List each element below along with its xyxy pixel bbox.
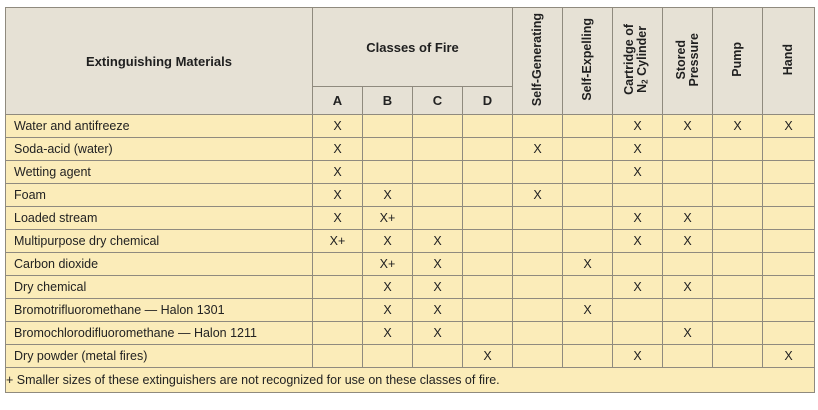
table-cell: X [513,138,563,161]
table-cell [563,322,613,345]
table-cell [513,276,563,299]
table-cell [413,161,463,184]
table-cell [463,230,513,253]
table-cell: X [313,184,363,207]
table-cell [463,299,513,322]
self-expelling-label: Self-Expelling [580,18,594,101]
table-cell [763,276,815,299]
hand-header [763,8,815,115]
table-cell [613,253,663,276]
table-row [6,138,815,161]
row-material-name: Soda-acid (water) [6,138,313,161]
table-cell: X [363,184,413,207]
table-cell: X+ [363,207,413,230]
class-c-header: C [413,87,463,115]
table-row [6,115,815,138]
stored-line1: Stored [673,39,688,80]
table-cell [613,299,663,322]
table-cell [713,299,763,322]
table-cell [413,184,463,207]
table-cell [413,138,463,161]
table-cell [363,345,413,368]
table-cell [763,161,815,184]
table-row [6,345,815,368]
self-generating-header [513,8,563,115]
table-cell: X [563,299,613,322]
class-b-header: B [363,87,413,115]
cartridge-header [613,8,663,115]
table-row [6,276,815,299]
table-cell [413,207,463,230]
table-row [6,230,815,253]
table-cell [763,207,815,230]
table-cell [663,253,713,276]
table-cell [763,253,815,276]
table-cell [563,115,613,138]
class-d-header: D [463,87,513,115]
cartridge-cylinder: Cylinder [635,26,650,80]
cartridge-line1: Cartridge of [622,24,637,95]
table-cell: X [613,207,663,230]
row-material-name: Bromotrifluoromethane — Halon 1301 [6,299,313,322]
row-material-name: Loaded stream [6,207,313,230]
table-cell: X [313,207,363,230]
row-material-name: Dry chemical [6,276,313,299]
table-cell [513,253,563,276]
table-cell [713,253,763,276]
stored-pressure-label [675,33,701,87]
classes-header: Classes of Fire [313,8,513,87]
table-cell [513,230,563,253]
table-cell [463,253,513,276]
table-cell [463,138,513,161]
row-material-name: Wetting agent [6,161,313,184]
hand-label: Hand [781,43,795,76]
table-cell [463,184,513,207]
table-cell: X [663,322,713,345]
table-cell [513,322,563,345]
cartridge-subscript: 2 [640,79,650,84]
table-cell: X [613,161,663,184]
cartridge-label [623,24,652,95]
table-cell [563,230,613,253]
table-cell [463,322,513,345]
table-cell [313,322,363,345]
table-cell: X [663,115,713,138]
table-cell [513,161,563,184]
table-cell: X [363,276,413,299]
table-cell [463,276,513,299]
table-cell: X [413,253,463,276]
table-cell [663,299,713,322]
materials-header: Extinguishing Materials [6,8,313,115]
table-cell [613,322,663,345]
table-cell [463,115,513,138]
table-cell: X [313,138,363,161]
table-cell: X [613,345,663,368]
table-cell [313,345,363,368]
table-cell [763,322,815,345]
table-cell: X [363,230,413,253]
row-material-name: Carbon dioxide [6,253,313,276]
pump-label: Pump [730,42,744,77]
table-cell [563,161,613,184]
table-cell [413,115,463,138]
stored-line2: Pressure [686,32,701,87]
table-cell [763,184,815,207]
table-cell [663,184,713,207]
table-cell [463,161,513,184]
row-material-name: Foam [6,184,313,207]
self-expelling-header [563,8,613,115]
table-row [6,161,815,184]
row-material-name: Water and antifreeze [6,115,313,138]
table-cell: X [613,276,663,299]
extinguisher-table [5,7,815,393]
table-cell [563,276,613,299]
table-cell: X [363,299,413,322]
table-cell [513,299,563,322]
table-cell: X [313,115,363,138]
table-row [6,253,815,276]
table-cell [713,345,763,368]
extinguisher-table-container [5,7,814,405]
table-cell: X [313,161,363,184]
table-cell [513,345,563,368]
table-cell [763,230,815,253]
table-cell [563,184,613,207]
table-cell [313,253,363,276]
table-cell: X [413,276,463,299]
table-body [6,115,815,368]
table-cell: X [663,207,713,230]
table-cell [563,207,613,230]
table-cell [663,161,713,184]
table-cell: X [413,299,463,322]
table-cell: X [613,230,663,253]
table-cell: X [413,322,463,345]
table-cell: X+ [313,230,363,253]
row-material-name: Dry powder (metal fires) [6,345,313,368]
table-cell [613,184,663,207]
table-cell [513,115,563,138]
table-row [6,207,815,230]
table-cell [363,138,413,161]
table-cell [663,138,713,161]
table-cell [713,184,763,207]
table-cell: X [513,184,563,207]
table-cell [513,207,563,230]
footnote: + Smaller sizes of these extinguishers are not recognized for use on these classes of fire. [6,368,815,393]
table-cell: X [663,230,713,253]
table-cell [713,230,763,253]
table-cell: X [463,345,513,368]
table-cell: X [763,115,815,138]
table-cell [363,115,413,138]
table-cell [563,138,613,161]
table-cell: X [763,345,815,368]
table-cell: X [613,115,663,138]
table-row [6,299,815,322]
table-cell [713,322,763,345]
table-cell: X [563,253,613,276]
table-cell [713,276,763,299]
table-cell [713,138,763,161]
table-cell [763,138,815,161]
self-generating-label: Self-Generating [530,12,544,107]
table-cell [313,299,363,322]
cartridge-n: N [635,83,650,93]
table-cell [363,161,413,184]
class-a-header: A [313,87,363,115]
row-material-name: Multipurpose dry chemical [6,230,313,253]
pump-header [713,8,763,115]
table-cell: X [663,276,713,299]
stored-pressure-header [663,8,713,115]
table-cell [763,299,815,322]
table-cell [313,276,363,299]
table-row [6,184,815,207]
table-cell [563,345,613,368]
row-material-name: Bromochlorodifluoromethane — Halon 1211 [6,322,313,345]
table-cell: X+ [363,253,413,276]
table-cell [713,207,763,230]
table-cell: X [713,115,763,138]
table-cell [663,345,713,368]
table-cell: X [413,230,463,253]
table-cell [413,345,463,368]
table-row [6,322,815,345]
table-cell [463,207,513,230]
table-cell: X [613,138,663,161]
table-cell: X [363,322,413,345]
table-cell [713,161,763,184]
